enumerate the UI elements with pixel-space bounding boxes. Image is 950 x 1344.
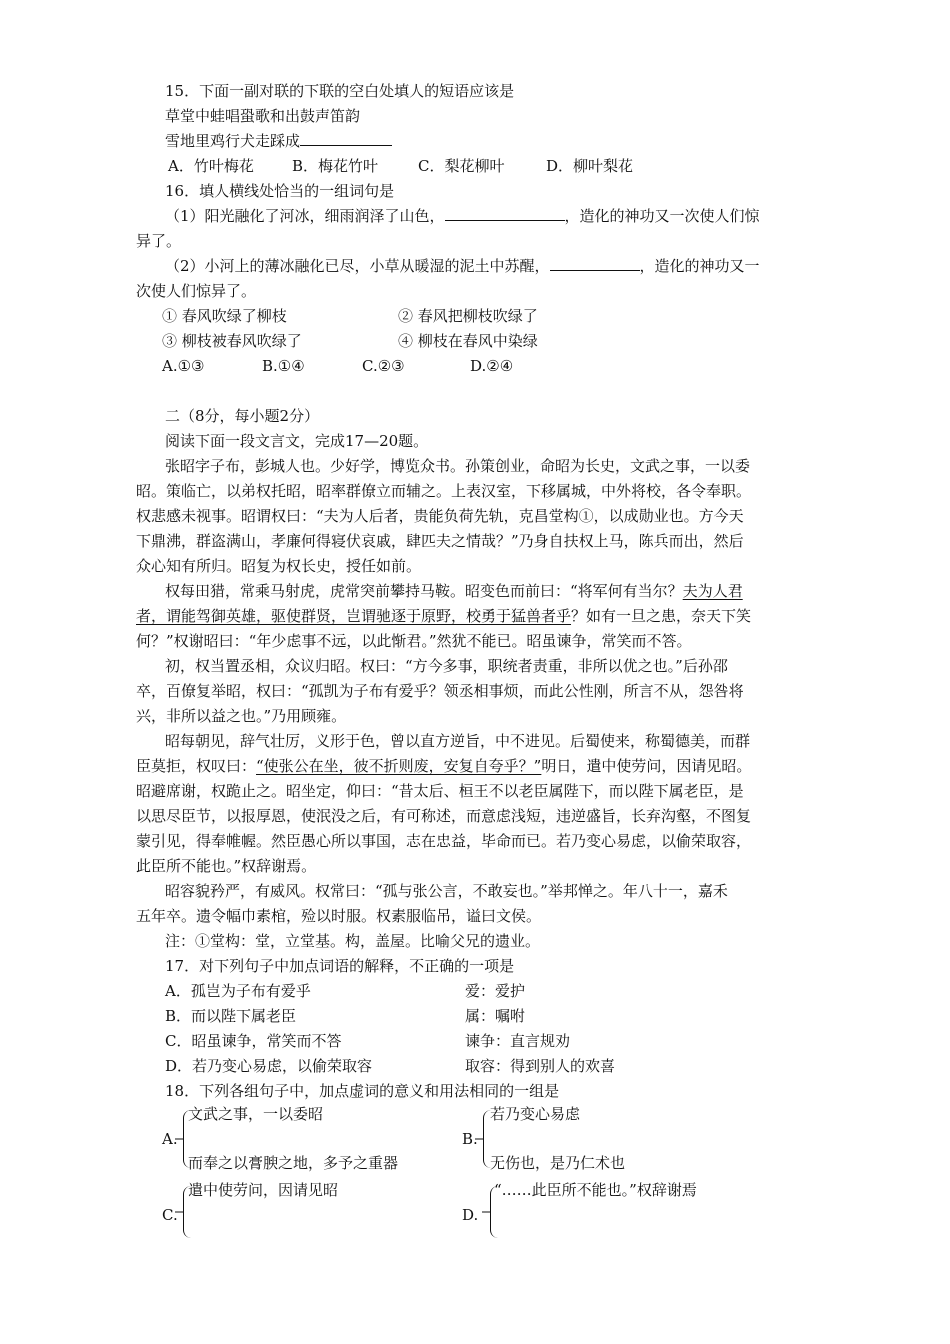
q18-option-a-top: 文武之事，一以委昭 (188, 1105, 324, 1123)
q16-option-b: B.①④ (262, 357, 305, 375)
q16-stem: 16．填人横线处恰当的一组词句是 (165, 182, 395, 200)
q15-option-a: A．竹叶梅花 (168, 157, 254, 175)
passage-line: 权每田猎，常乘马射虎，虎常突前攀持马鞍。昭变色而前曰：“将军何有当尔？夫为人君 (165, 582, 743, 600)
passage-line: 初，权当置丞相，众议归昭。权曰：“方今多事，职统者责重，非所以优之也。”后孙邵 (165, 657, 728, 675)
q16-choice-1: ① 春风吹绿了柳枝 (162, 307, 287, 325)
q17-gloss-c: 谏争：直言规劝 (465, 1032, 571, 1050)
q18-option-c-label: C. (162, 1206, 178, 1224)
q17-option-d: D．若乃变心易虑，以偷荣取容 (165, 1057, 373, 1075)
q16-sentence-1-cont: 异了。 (136, 232, 182, 250)
passage-line: 卒，百僚复举昭，权曰：“孤凯为子布有爱乎？领丞相事烦，而此公性刚，所言不从，怨咎将 (136, 682, 744, 700)
q15-option-d: D．柳叶梨花 (546, 157, 634, 175)
q18-option-c-top: 遣中使劳问，因请见昭 (188, 1181, 339, 1199)
q18-option-d-top: “……此臣所不能也。”权辞谢焉 (494, 1181, 697, 1199)
q16-option-d: D.②④ (470, 357, 514, 375)
q16-option-c: C.②③ (362, 357, 405, 375)
section-intro: 阅读下面一段文言文，完成17—20题。 (165, 432, 429, 450)
q18-option-b-label: B. (462, 1130, 478, 1148)
footnote: 注：①堂构：堂，立堂基。构，盖屋。比喻父兄的遗业。 (165, 932, 541, 950)
passage-line: 此臣所不能也。”权辞谢焉。 (136, 857, 317, 875)
q15-option-c: C．梨花柳叶 (418, 157, 505, 175)
q18-option-b-bottom: 无伤也，是乃仁术也 (490, 1154, 626, 1172)
q15-stem: 15．下面一副对联的下联的空白处填人的短语应该是 (165, 82, 515, 100)
section-heading: 二（8分，每小题2分） (165, 407, 320, 425)
passage-line: 昭。策临亡，以弟权托昭，昭率群僚立而辅之。上表汉室，下移属城，中外将校，各令奉职。 (136, 482, 752, 500)
q17-gloss-a: 爱：爱护 (465, 982, 526, 1000)
passage-line: 以思尽臣节，以报厚恩，使泯没之后，有可称述，而意虑浅短，违逆盛旨，长弃沟壑，不图复 (136, 807, 752, 825)
q18-stem: 18．下列各组句子中，加点虚词的意义和用法相同的一组是 (165, 1082, 560, 1100)
underlined-sentence: “使张公在坐，彼不折则废，安复自夸乎？” (256, 757, 542, 775)
underlined-sentence: 者，谓能驾御英雄，驱使群贤，岂谓驰逐于原野，校勇于猛兽者乎 (136, 607, 572, 625)
passage-line: 昭容貌矜严，有威风。权常曰：“孤与张公言，不敢妄也。”举邦惮之。年八十一，嘉禾 (165, 882, 728, 900)
passage-line: 下鼎沸，群盗满山，孝廉何得寝伏哀戚，肆匹夫之情哉？”乃身自扶权上马，陈兵而出，然后 (136, 532, 744, 550)
couplet-lower: 雪地里鸡行犬走踩成 (165, 130, 392, 152)
q18-option-b-top: 若乃变心易虑 (490, 1105, 581, 1123)
q16-choice-4: ④ 柳枝在春风中染绿 (398, 332, 538, 350)
passage-line: 蒙引见，得奉帷幄。然臣愚心所以事国，志在忠益，毕命而已。若乃变心易虑，以偷荣取容， (136, 832, 752, 850)
q16-sentence-2-cont: 次使人们惊异了。 (136, 282, 257, 300)
q16-choice-3: ③ 柳枝被春风吹绿了 (162, 332, 302, 350)
q17-stem: 17．对下列句子中加点词语的解释，不正确的一项是 (165, 957, 515, 975)
q16-choice-2: ② 春风把柳枝吹绿了 (398, 307, 538, 325)
passage-line: 臣莫拒，权叹曰：“使张公在坐，彼不折则废，安复自夸乎？”明日，遣中使劳问，因请见昭。 (136, 757, 752, 775)
q17-option-a: A．孤岂为子布有爱乎 (165, 982, 311, 1000)
q15-option-b: B．梅花竹叶 (292, 157, 379, 175)
q16-sentence-1: （1）阳光融化了河冰，细雨润泽了山色， ，造化的神功又一次使人们惊 (165, 207, 760, 225)
q16-option-a: A.①③ (162, 357, 205, 375)
passage-line: 何？”权谢昭曰：“年少虑事不远，以此惭君。”然犹不能已。昭虽谏争，常笑而不答。 (136, 632, 692, 650)
couplet-upper: 草堂中蛙唱蛩歌和出鼓声笛韵 (165, 107, 361, 125)
q17-option-b: B．而以陛下属老臣 (165, 1007, 297, 1025)
passage-line: 者，谓能驾御英雄，驱使群贤，岂谓驰逐于原野，校勇于猛兽者乎？如有一旦之患，奈天下笑 (136, 607, 752, 625)
passage-line: 五年卒。遗令幅巾素棺，殓以时服。权素服临吊，谥曰文侯。 (136, 907, 542, 925)
passage-line: 兴，非所以益之也。”乃用顾雍。 (136, 707, 347, 725)
q17-gloss-b: 属：嘱咐 (465, 1007, 526, 1025)
q18-option-d-label: D. (462, 1206, 479, 1224)
q18-option-a-label: A. (162, 1130, 178, 1148)
passage-line: 权悲感未视事。昭谓权曰：“夫为人后者，贵能负荷先轨，克昌堂构①，以成勋业也。方今天 (136, 507, 744, 525)
q17-gloss-d: 取容：得到别人的欢喜 (465, 1057, 616, 1075)
passage-line: 昭避席谢，权跪止之。昭坐定，仰曰：“昔太后、桓王不以老臣属陛下，而以陛下属老臣，是 (136, 782, 744, 800)
passage-line: 张昭字子布，彭城人也。少好学，博览众书。孙策创业，命昭为长史，文武之事，一以委 (165, 457, 751, 475)
passage-line: 昭每朝见，辞气壮厉，义形于色，曾以直方逆旨，中不进见。后蜀使来，称蜀德美，而群 (165, 732, 751, 750)
q18-option-a-bottom: 而奉之以膏腴之地，多予之重器 (188, 1154, 399, 1172)
q16-sentence-2: （2）小河上的薄冰融化已尽，小草从暖湿的泥土中苏醒， ，造化的神功又一 (165, 257, 760, 275)
passage-line: 众心知有所归。昭复为权长史，授任如前。 (136, 557, 422, 575)
underlined-sentence: 夫为人君 (682, 582, 743, 600)
q17-option-c: C．昭虽谏争，常笑而不答 (165, 1032, 342, 1050)
